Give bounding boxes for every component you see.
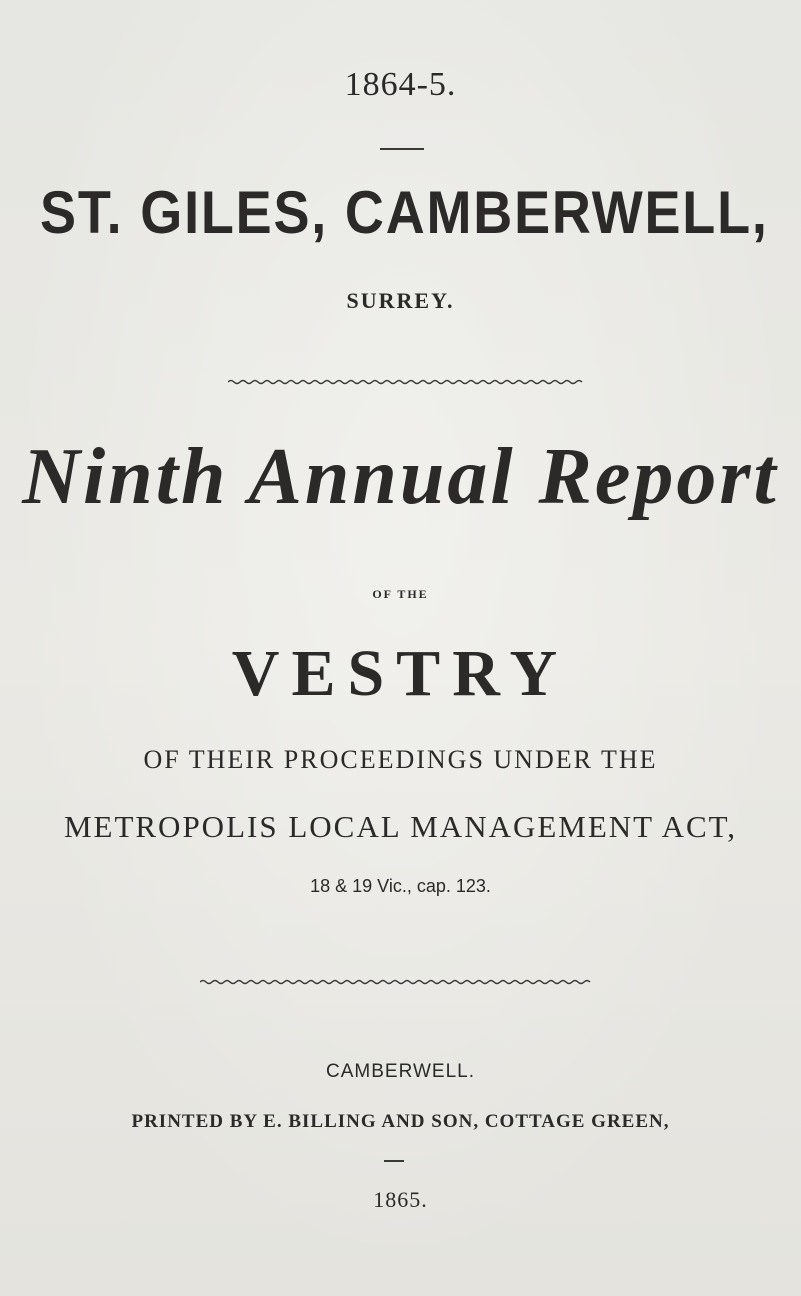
short-divider bbox=[380, 148, 424, 150]
printer-line: PRINTED BY E. BILLING AND SON, COTTAGE GREEN, bbox=[131, 1111, 670, 1132]
publication-year: 1865. bbox=[373, 1187, 428, 1212]
report-title: Ninth Annual Report bbox=[22, 433, 779, 521]
subtitle-line-2: METROPOLIS LOCAL MANAGEMENT ACT, bbox=[63, 809, 738, 844]
wavy-rule-top bbox=[228, 376, 588, 388]
of-the-label: OF THE bbox=[372, 587, 429, 601]
parish-name: ST. GILES, CAMBERWELL, bbox=[40, 179, 769, 246]
short-divider-bottom bbox=[384, 1160, 404, 1162]
county-name: SURREY. bbox=[346, 288, 455, 313]
wavy-rule-bottom bbox=[200, 976, 596, 988]
act-citation: 18 & 19 Vic., cap. 123. bbox=[310, 876, 491, 896]
report-years: 1864-5. bbox=[344, 66, 457, 103]
subtitle-line-1: OF THEIR PROCEEDINGS UNDER THE bbox=[143, 745, 658, 774]
printing-place: CAMBERWELL. bbox=[326, 1061, 475, 1082]
vestry-heading: VESTRY bbox=[231, 637, 570, 710]
